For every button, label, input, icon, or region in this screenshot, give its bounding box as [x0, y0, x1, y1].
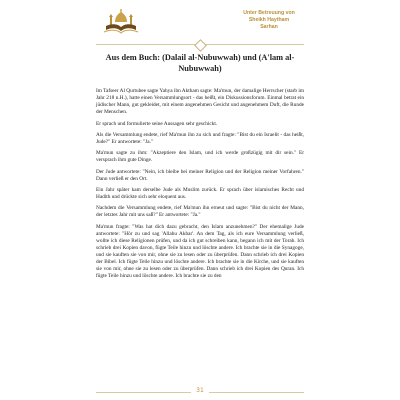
paragraph: Ein Jahr später kam derselbe Jude als Muslim zurück. Er sprach über islamisches Recht und Hadith und drückte sich sehr eloquent aus.: [96, 186, 304, 201]
paragraph: Er sprach und formulierte seine Aussagen sehr geschickt.: [96, 120, 218, 127]
page-title: Aus dem Buch: (Dalail al-Nubuwwah) und (A'lam al-Nubuwwah): [105, 53, 295, 73]
footer-divider: [209, 392, 304, 393]
footer-divider: [96, 392, 191, 393]
paragraph: Nachdem die Versammlung endete, rief Ma'mun ihn erneut und sagte: "Bist du nicht der Mann, der letztes Jahr mit uns saß?" Er antwortete: "Ja.": [96, 205, 304, 219]
paragraph: Im Tafseer Al Qurtubee sagte Yahya ibn Aktham sagte: Ma'mun, der damalige Herrscher (starb im Jahr 218 n.H.), hatte einen Versammlungsort - das heißt, ein Diskussionsforum. Einmal betrat ein jüdischer Mann, gut gekleidet, mit einem angenehmen Gesicht und angenehmem Duft, die Runde der Menschen.: [96, 88, 304, 116]
page-footer: [0, 386, 400, 400]
paragraph: Der Jude antwortete: "Nein, ich bleibe bei meiner Religion und der Religion meiner Vorfahren." Dann verließ er den Ort.: [96, 168, 304, 182]
body-text: [96, 88, 304, 285]
paragraph: Als die Versammlung endete, rief Ma'mun ihn zu sich und fragte: "Bist du ein Israelit - das heißt, Jude?" Er antwortete: "Ja.": [96, 131, 304, 145]
supervision-line: Sarhan: [260, 24, 278, 30]
supervision-line: Sheikh Haytham: [248, 17, 290, 23]
divider-ornament-icon: [194, 39, 207, 52]
page-header: [0, 0, 400, 50]
supervision-line: Unter Betreuung von: [243, 10, 295, 16]
paragraph: Ma'mun fragte: "Was hat dich dazu gebracht, den Islam anzunehmen?" Der ehemalige Jude antwortete: "Hör zu und sag 'Allahu Akbar'. An dem Tag, als ich eure Versammlung verließ, wollte ich diese Religionen prüfen, und da ich gut schreiben kann, begann ich mit der Torah. Ich schrieb drei Kopien davon, fügte Teile hinzu und löschte andere. Ich brachte sie in die Synagoge, und sie kauften sie von mir, ohne sie zu lesen oder zu überprüfen. Dann schrieb ich drei Kopien der Bibel. Ich fügte Teile hinzu und löschte andere. Ich brachte sie in die Kirche, und sie kauften sie von mir, ohne sie zu lesen oder zu überprüfen. Dann schrieb ich drei Kopien des Quran. Ich fügte Teile hinzu und löschte andere. Ich brachte sie zu den: [96, 223, 304, 280]
mosque-book-logo-icon: [100, 8, 142, 38]
paragraph: Ma'mun sagte zu ihm: "Akzeptiere den Islam, und ich werde großzügig mit dir sein." Er versprach ihm gute Dinge.: [96, 150, 304, 164]
supervision-credit: [234, 10, 304, 31]
page-number: 31: [196, 387, 204, 394]
